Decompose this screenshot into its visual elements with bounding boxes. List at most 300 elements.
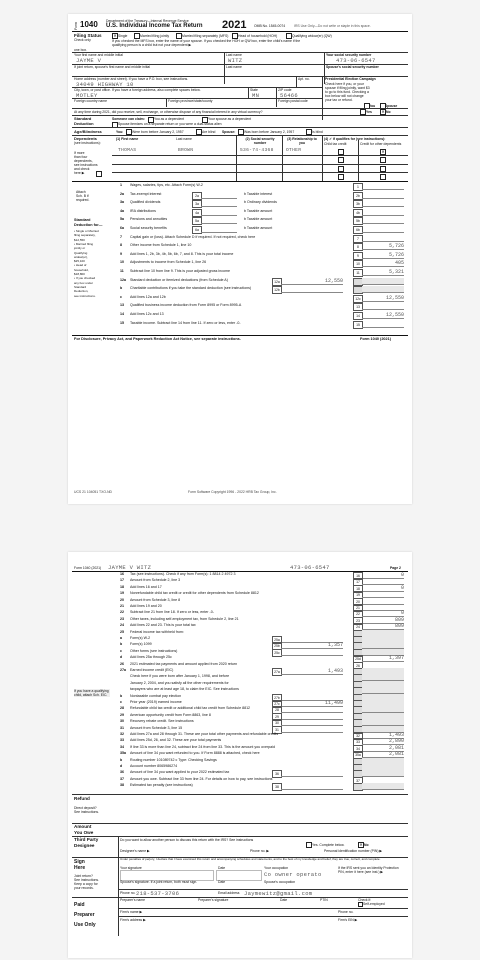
- line-label: Check here if you were born after January 1, 1998, and before: [130, 674, 230, 679]
- filing-status-hint-2: one box.: [74, 48, 88, 52]
- line-subbox-amount[interactable]: [281, 783, 343, 790]
- form-line: [72, 668, 408, 674]
- line-box-number: 19: [353, 591, 363, 599]
- form-line: [72, 610, 408, 616]
- dep-side-6: here ▶: [74, 171, 85, 175]
- form-line: [72, 738, 408, 744]
- province-label: Foreign province/state/county: [168, 99, 213, 103]
- omb-number: OMB No. 1545-0074: [254, 24, 286, 28]
- form-line: [72, 260, 408, 266]
- std-side-note: $25,100: [74, 259, 85, 264]
- line-subbox-amount[interactable]: [201, 192, 237, 199]
- line-amount-field[interactable]: [362, 303, 404, 310]
- line-subbox-number: 27b: [272, 694, 282, 702]
- form-line: [72, 732, 408, 738]
- line-amount-field[interactable]: 2,081: [362, 745, 404, 752]
- preparer-name-label: Preparer's name: [120, 898, 145, 902]
- software-vendor: Form Software Copyright 1996 - 2022 HRB Tax Group, Inc.: [188, 490, 277, 494]
- line-label-b: b Taxable amount: [244, 226, 273, 230]
- line-label: Prior year (2019) earned income: [130, 700, 182, 704]
- line-subbox-number: 25b: [272, 642, 282, 650]
- line-subbox-number: 28: [272, 706, 282, 714]
- line-amount-field[interactable]: 5,726: [362, 243, 404, 250]
- form-title: U.S. Individual Income Tax Return: [106, 23, 203, 29]
- dependent-odc-checkbox[interactable]: ✕: [381, 148, 385, 154]
- form-line: [72, 687, 408, 693]
- line-amount-field[interactable]: 0: [362, 572, 404, 579]
- line-box-number: 20: [353, 598, 363, 606]
- line-number: 10: [120, 260, 124, 265]
- line-subbox-amount[interactable]: 1,493: [281, 668, 343, 675]
- line-amount-field[interactable]: 5,726: [362, 252, 404, 259]
- line-label: Taxable income. Subtract line 14 from line 11. If zero or less, enter -0-: [130, 320, 241, 325]
- line-label: Amount you owe. Subtract line 33 from line 24. For details on how to pay, see instructions: [130, 776, 273, 781]
- age-blindness-label: Age/Blindness: [74, 129, 102, 134]
- ptin-label: PTIN: [320, 898, 328, 902]
- line-label: Nontaxable combat pay election: [130, 693, 182, 698]
- dep-side-4: see instructions: [74, 163, 98, 167]
- line-subbox-amount[interactable]: 12,550: [281, 278, 343, 285]
- form-line: [72, 278, 408, 284]
- line-subbox-amount[interactable]: [201, 200, 237, 207]
- line-label: Wages, salaries, tips, etc. Attach Form(s) W-2: [130, 183, 203, 187]
- line-label: Tax-exempt interest: [130, 191, 162, 196]
- amount-label: Amount: [74, 824, 92, 829]
- std-side-note: $18,800: [74, 272, 85, 276]
- dep-col-last: Last name: [176, 137, 192, 141]
- line-number: 5a: [120, 217, 124, 222]
- line-number: 14: [120, 312, 124, 316]
- postal-label: Foreign postal code: [278, 99, 308, 103]
- line-number: 23: [120, 616, 124, 621]
- line-number: c: [120, 700, 122, 704]
- line-number: 11: [120, 269, 124, 273]
- state-label: State: [250, 88, 258, 92]
- line-subbox-number: 27c: [272, 700, 282, 708]
- form-label: Form: [74, 22, 78, 30]
- line-subbox-amount[interactable]: [201, 226, 237, 233]
- form-line: [72, 770, 408, 776]
- line-subbox-amount[interactable]: 11,499: [281, 700, 343, 707]
- line-amount-field[interactable]: 0: [362, 610, 404, 617]
- line-label-b: b Taxable interest: [244, 191, 273, 196]
- line-subbox-number: 29: [272, 713, 282, 721]
- line-box-number: 16: [353, 572, 363, 580]
- preparer-date-label: Date: [280, 898, 288, 902]
- attach-note-2: Sch. B if: [76, 194, 89, 198]
- form-line: [72, 295, 408, 301]
- p2-ssn: 473-06-6547: [290, 564, 330, 571]
- line-subbox-number: 38: [272, 783, 282, 791]
- pec-text-4: box below will not change: [325, 93, 364, 98]
- form-line: [72, 617, 408, 623]
- line-label: Other income from Schedule 1, line 10: [130, 243, 192, 248]
- you-owe-label: You Owe: [74, 830, 94, 835]
- line-label: Charitable contributions if you take the standard deduction (see instructions): [130, 286, 252, 291]
- form-line: [72, 312, 408, 318]
- line-box-number: 13: [353, 303, 363, 311]
- line-box-number: 12c: [353, 295, 363, 303]
- line-subbox-amount[interactable]: 1,357: [281, 642, 343, 649]
- line-box-number: 8: [353, 243, 363, 251]
- preparer-signature-label: Preparer's signature: [198, 898, 229, 902]
- line-amount-field[interactable]: [362, 217, 404, 224]
- std-side-note: Standard: [74, 284, 87, 289]
- line-amount-field[interactable]: 2,890: [362, 738, 404, 745]
- ssn-field[interactable]: 473-06-6547: [336, 57, 376, 64]
- pec-title: Presidential Election Campaign: [325, 77, 376, 81]
- line-label: Amount from Schedule 2, line 3: [130, 578, 181, 583]
- last-name-label: Last name: [226, 53, 242, 57]
- p2-header-form: Form 1040 (2021): [74, 566, 102, 570]
- state-field[interactable]: MN: [252, 92, 260, 99]
- dependent-ctc-checkbox[interactable]: [338, 149, 344, 155]
- line-label: Amount from Schedule 3, line 15: [130, 725, 183, 730]
- sign-side-3: Keep a copy for: [74, 882, 98, 886]
- line-number: 25: [120, 629, 124, 634]
- tp-yes-label: Yes. Complete below.: [312, 842, 345, 847]
- dependents-label: Dependents: [74, 136, 97, 141]
- form-line: [72, 783, 408, 789]
- last-name-field[interactable]: WITZ: [228, 57, 243, 64]
- line-number: b: [120, 642, 123, 647]
- line-label: Add lines 27a and 28 through 31. These are your total other payments and refundable credits: [130, 732, 279, 736]
- line-box-number: 10: [353, 260, 363, 268]
- form-line: [72, 303, 408, 309]
- line-number: 16: [120, 572, 124, 576]
- dependent-ctc-checkbox[interactable]: [338, 166, 344, 172]
- line-number: c: [120, 648, 122, 653]
- line-label: Adjustments to income from Schedule 1, line 26: [130, 260, 207, 265]
- form-line: [72, 217, 408, 223]
- line-number: 26: [120, 661, 124, 666]
- line-amount-field[interactable]: 5,321: [362, 269, 404, 276]
- dep-side-3: dependents,: [74, 159, 93, 163]
- line-label: Add lines 22 and 23. This is your total tax: [130, 623, 196, 628]
- third-party-label: Third Party: [74, 837, 99, 842]
- line-amount-field[interactable]: [362, 783, 404, 790]
- line-label: Subtract line 10 from line 9. This is your adjusted gross income: [130, 269, 231, 273]
- email-label: Email address: [218, 891, 240, 895]
- line-subbox-number: 30: [272, 719, 282, 727]
- refund-side-2: See instructions.: [74, 810, 100, 814]
- sign-side-4: your records.: [74, 886, 94, 890]
- std-side-note: jointly or: [74, 246, 86, 251]
- line-number: 20: [120, 597, 124, 602]
- std-you-dep-label: You as a dependent: [154, 117, 185, 121]
- dependent-last[interactable]: BROWN: [178, 148, 194, 153]
- std-side-note: $12,550: [74, 237, 85, 242]
- line-number: d: [120, 764, 123, 768]
- form-line: [72, 209, 408, 215]
- line-label: Nonrefundable child tax credit or credit for other dependents from Schedule 8812: [130, 591, 259, 596]
- form-line: [72, 655, 408, 661]
- line-label: Earned income credit (EIC): [130, 668, 174, 672]
- std-side-note: • Married filing: [74, 241, 94, 246]
- line-box-number: 33: [353, 738, 363, 746]
- address-field[interactable]: 34049 HIGHWAY 10: [76, 81, 134, 88]
- line-box-number: 5b: [353, 217, 363, 225]
- dependent-odc-checkbox[interactable]: [380, 174, 386, 180]
- line-subbox-number: 4a: [192, 209, 202, 217]
- line-subbox-number: 12a: [272, 278, 282, 286]
- line-number: 37: [120, 776, 124, 781]
- fs-single-label: Single: [118, 33, 128, 38]
- line-subbox-amount[interactable]: [201, 217, 237, 224]
- line-amount-field[interactable]: 809: [362, 617, 404, 624]
- firm-name-label: Firm's name ▶: [120, 910, 143, 914]
- form-line: [72, 572, 408, 578]
- line-amount-field[interactable]: [362, 183, 404, 190]
- irs-use-only: IRS Use Only—Do not write or staple in this space.: [294, 24, 371, 28]
- software-code: UCS 21 104051 TXO-ND: [74, 490, 113, 494]
- line-label: Add lines 19 and 20: [130, 604, 162, 608]
- line-number: 30: [120, 719, 124, 724]
- fs-note: If you checked the MFS box, enter the name of your spouse. If you checked the HOH or QW box, enter the child's name if the: [112, 39, 301, 43]
- form-line: [72, 192, 408, 198]
- designee-label: Designee: [74, 843, 95, 848]
- line-subbox-number: 12b: [272, 286, 282, 294]
- line-amount-field[interactable]: 405: [362, 260, 404, 267]
- line-label: If line 33 is more than line 24, subtract line 24 from line 33. This is the amount you overpaid: [130, 744, 275, 749]
- city-field[interactable]: MOTLEY: [76, 92, 98, 99]
- dep-side-1: If more: [74, 151, 85, 155]
- line-box-number: 2b: [353, 192, 363, 200]
- line-subbox-amount[interactable]: [201, 209, 237, 216]
- ssn-label: Your social security number: [326, 53, 372, 57]
- spouse-ssn-label: Spouse's social security number: [326, 65, 379, 69]
- std-someone-label: Someone can claim:: [112, 117, 145, 121]
- email-field[interactable]: Jaymewitz@gmail.com: [244, 889, 313, 897]
- tp-no-checkbox[interactable]: ✕: [359, 842, 363, 847]
- line-number: d: [120, 655, 123, 660]
- pec-you-label: You: [369, 103, 376, 108]
- line-subbox-number: 3a: [192, 200, 202, 208]
- spouse-last-label: Last name: [226, 65, 242, 69]
- form-line: [72, 758, 408, 764]
- dependent-odc-checkbox[interactable]: [380, 157, 386, 163]
- line-number: 38: [120, 783, 124, 788]
- form-line: [72, 578, 408, 584]
- line-box-number: 9: [353, 252, 363, 260]
- line-number: 35a: [120, 751, 126, 756]
- std-side-note: • Head of: [74, 263, 87, 268]
- form-line: [72, 649, 408, 655]
- line-number: b: [120, 286, 123, 291]
- line-label: Amount of line 34 you want refunded to you. If Form 8888 is attached, check here: [130, 751, 260, 756]
- line-amount-field[interactable]: 1,493: [362, 732, 404, 739]
- line-number: 13: [120, 303, 124, 308]
- filing-status-label: Filing Status: [74, 33, 102, 38]
- std-side-note: Qualifying: [74, 250, 88, 255]
- disclosure-notice: For Disclosure, Privacy Act, and Paperwork Reduction Act Notice, see separate instructions.: [74, 337, 241, 341]
- form-line: [72, 642, 408, 648]
- firm-ein-label: Firm's EIN ▶: [338, 918, 358, 922]
- form-line: [72, 764, 408, 770]
- line-number: 22: [120, 610, 124, 615]
- line-label: January 2, 2004, and you satisfy all the other requirements for: [130, 680, 229, 685]
- sign-side-1: Joint return?: [74, 874, 93, 878]
- phone-field[interactable]: 218-537-3706: [136, 889, 180, 897]
- line-amount-field[interactable]: [362, 278, 404, 285]
- dependents-sub: (see instructions):: [74, 141, 101, 145]
- line-label: Account number 8065986274: [130, 764, 178, 768]
- age-you-born-label: Were born before January 2, 1957: [132, 129, 184, 134]
- line-subbox-number: 5a: [192, 217, 202, 225]
- sign-side-2: See instructions.: [74, 878, 100, 882]
- apt-label: Apt. no.: [298, 77, 310, 81]
- dep-col-rel: (3) Relationship to you: [287, 137, 317, 145]
- address-label: Home address (number and street). If you have a P.O. box, see instructions.: [74, 77, 189, 81]
- occupation-field[interactable]: Co owner operato: [264, 871, 322, 878]
- line-label: Add lines 25d, 26, and 32. These are your total payments: [130, 738, 222, 743]
- dependent-ssn[interactable]: 536-74-4368: [240, 148, 274, 153]
- pec-text-1: Check here if you, or your: [325, 81, 364, 86]
- std-side-title: Standard: [74, 218, 91, 222]
- line-subbox-number: 6a: [192, 226, 202, 234]
- dependent-first[interactable]: THOMAS: [118, 148, 137, 153]
- line-label: Add lines 1, 2b, 3b, 4b, 5b, 6b, 7, and 8. This is your total income: [130, 251, 234, 256]
- line-box-number: 11: [353, 269, 363, 277]
- zip-label: ZIP code: [278, 88, 292, 92]
- dependent-ctc-checkbox[interactable]: [338, 174, 344, 180]
- line-number: 36: [120, 770, 124, 775]
- line-label: Amount of line 34 you want applied to your 2022 estimated tax: [130, 770, 230, 775]
- dependent-ctc-checkbox[interactable]: [338, 157, 344, 163]
- fs-single-checkbox[interactable]: ✕: [113, 33, 117, 38]
- line-amount-field[interactable]: 0: [362, 585, 404, 592]
- line-number: 18: [120, 584, 124, 589]
- more-dependents-checkbox[interactable]: [96, 171, 102, 177]
- line-amount-field[interactable]: 2,081: [362, 751, 404, 758]
- form-line: [72, 286, 408, 292]
- form-footer: Form 1040 (2021): [360, 337, 392, 341]
- form-line: [72, 662, 408, 668]
- line-amount-field[interactable]: 809: [362, 623, 404, 630]
- form-line: [72, 700, 408, 706]
- form-line: [72, 252, 408, 258]
- dependent-row-line: [112, 172, 408, 173]
- self-employed-label: Self-employed: [363, 902, 385, 906]
- line-label: Routing number 101089742 c Type: Checking Savings: [130, 757, 217, 762]
- dep-col-odc: Credit for other dependents: [360, 142, 402, 146]
- line-label-b: b Ordinary dividends: [244, 200, 277, 205]
- form-line: [72, 321, 408, 327]
- line-label: Federal income tax withheld from:: [130, 629, 184, 634]
- line-amount-field[interactable]: [362, 209, 404, 216]
- line-amount-field[interactable]: 1,397: [362, 655, 404, 662]
- fs-note-2: qualifying person is a child but not your dependent ▶: [112, 43, 192, 47]
- form-line: [72, 269, 408, 275]
- line-number: 34: [120, 744, 124, 749]
- line-box-number: 1: [353, 183, 363, 191]
- line-amount-field[interactable]: [362, 286, 404, 293]
- country-label: Foreign country name: [74, 99, 107, 103]
- form-line: [72, 681, 408, 687]
- pec-spouse-label: Spouse: [385, 103, 398, 108]
- form-line: [72, 591, 408, 597]
- date-label: Date: [218, 866, 226, 870]
- ip-pin-label: If the IRS sent you an Identity Protection PIN, enter it here (see inst.) ▶: [338, 866, 399, 874]
- line-label: Tax (see instructions). Check if any from Form(s): 1 8814 2 4972 3: [130, 572, 236, 576]
- tp-no-label: No: [364, 842, 369, 847]
- line-number: 12a: [120, 277, 126, 282]
- line-amount-field[interactable]: [362, 321, 404, 328]
- line-box-number: 4b: [353, 209, 363, 217]
- pec-text-2: spouse if filing jointly, want $3: [325, 85, 370, 90]
- p2-page-label: Page 2: [390, 566, 401, 570]
- spouse-signature-label: Spouse's signature. If a joint return, both must sign.: [120, 880, 198, 884]
- form-number: 1040: [80, 20, 98, 29]
- first-name-label: Your first name and middle initial: [74, 53, 123, 57]
- line-number: 27a: [120, 668, 126, 672]
- attach-note-1: Attach: [76, 190, 86, 194]
- line-amount-field[interactable]: 12,550: [362, 312, 404, 319]
- spouse-date-label: Date: [218, 880, 226, 884]
- crypto-no-checkbox[interactable]: ✕: [381, 109, 385, 114]
- attach-note-3: required.: [76, 198, 90, 202]
- line-number: 15: [120, 320, 124, 325]
- line-label: taxpayers who are at least age 18, to claim the EIC. See instructions: [130, 687, 239, 692]
- line-label: Standard deduction or itemized deductions (from Schedule A): [130, 277, 228, 282]
- line-label: Add lines 12c and 13: [130, 312, 164, 316]
- line-box-number: 18: [353, 585, 363, 593]
- refund-side-1: Direct deposit?: [74, 806, 97, 810]
- line-number: 33: [120, 738, 124, 743]
- line-number: 8: [120, 243, 122, 248]
- dependent-rel[interactable]: OTHER: [286, 148, 302, 153]
- line-amount-field[interactable]: [362, 226, 404, 233]
- third-party-question: Do you want to allow another person to discuss this return with the IRS? See instructions: [120, 838, 254, 842]
- form-line: [72, 777, 408, 783]
- line-box-number: 23: [353, 617, 363, 625]
- line-label: Add lines 16 and 17: [130, 584, 162, 589]
- dep-col-ssn: (2) Social security number: [245, 137, 275, 145]
- your-signature-label: Your signature: [120, 866, 142, 870]
- line-box-number: 35a: [353, 751, 363, 759]
- line-number: c: [120, 294, 122, 299]
- line-box-number: 34: [353, 745, 363, 753]
- firm-address-label: Firm's address ▶: [120, 918, 146, 922]
- form-line: [72, 726, 408, 732]
- line-box-number: 15: [353, 321, 363, 329]
- std-deduction-label: Standard: [74, 116, 92, 121]
- form-line: [72, 713, 408, 719]
- line-number: 29: [120, 712, 124, 717]
- line-box-number: 24: [353, 623, 363, 631]
- zip-field[interactable]: 56466: [280, 92, 299, 99]
- line-label: Pensions and annuities: [130, 217, 168, 222]
- line-number: 32: [120, 732, 124, 736]
- line-label: 2021 estimated tax payments and amount applied from 2020 return: [130, 661, 238, 666]
- std-side-note: household,: [74, 267, 89, 272]
- dependent-odc-checkbox[interactable]: [380, 166, 386, 172]
- line-amount-field[interactable]: [362, 200, 404, 207]
- line-number: 21: [120, 604, 124, 608]
- line-box-number: 14: [353, 312, 363, 320]
- line-amount-field[interactable]: [362, 235, 404, 242]
- first-name-field[interactable]: JAYME V: [76, 57, 102, 64]
- line-subbox-amount[interactable]: [281, 286, 343, 293]
- form-line: [72, 604, 408, 610]
- form-line: [72, 226, 408, 232]
- line-subbox-number: 2a: [192, 192, 202, 200]
- spouse-name-label: If joint return, spouse's first name and middle initial: [74, 65, 151, 69]
- firm-phone-label: Phone no.: [338, 910, 354, 914]
- line-amount-field[interactable]: 12,550: [362, 295, 404, 302]
- line-amount-field[interactable]: [362, 192, 404, 199]
- dept-line: Department of the Treasury—Internal Revenue Service: [106, 19, 189, 23]
